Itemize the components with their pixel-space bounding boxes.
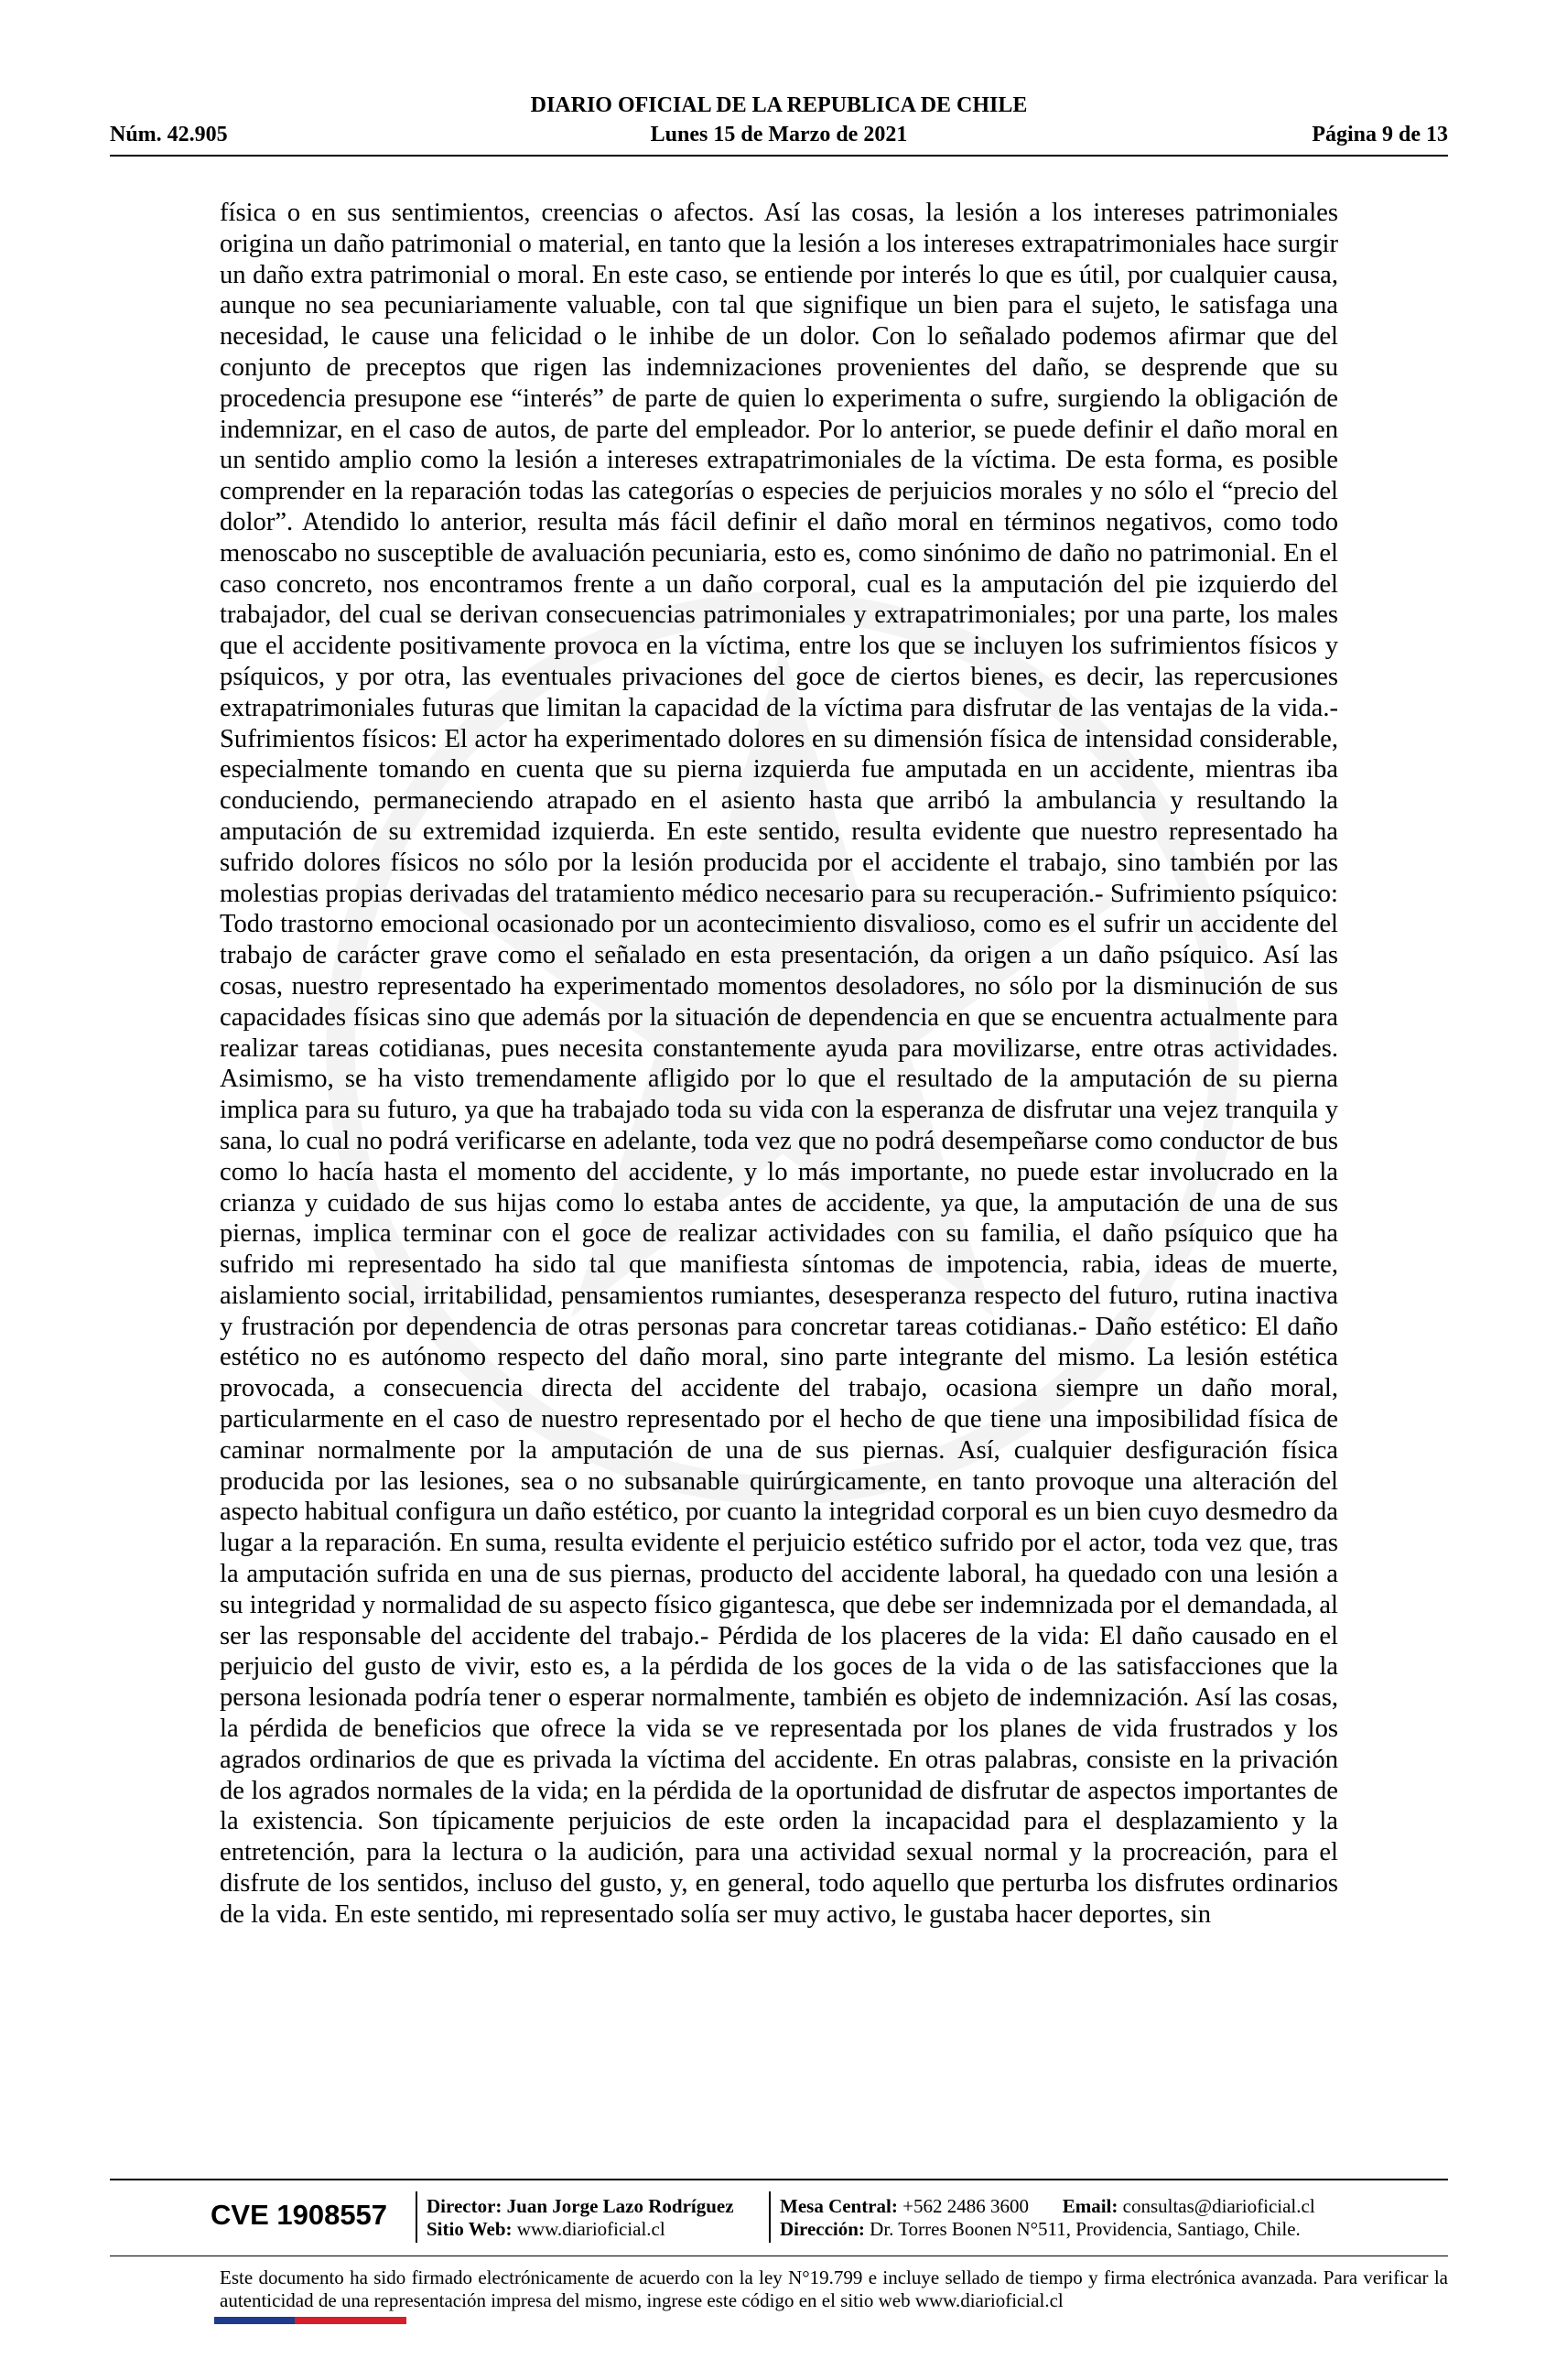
document-body <box>220 198 1338 1931</box>
website-label: Sitio Web: <box>427 2218 513 2240</box>
page-number: Página 9 de 13 <box>1312 123 1448 146</box>
footer-separator <box>769 2191 771 2243</box>
address-label: Dirección: <box>780 2218 865 2240</box>
flag-red-segment <box>295 2317 406 2324</box>
website-link[interactable]: www.diarioficial.cl <box>516 2218 665 2240</box>
header-divider <box>110 155 1448 157</box>
phone-number: +562 2486 3600 <box>902 2195 1029 2217</box>
legal-notice: Este documento ha sido firmado electrónicamente de acuerdo con la ley N°19.799 e incluye sellado de tiempo y firma electrónica avanzada. Para verificar la autenticidad de una representación impresa del mismo, ingrese este código en el sitio web www.diarioficial.cl <box>220 2266 1448 2311</box>
email-label: Email: <box>1062 2195 1118 2217</box>
email-link[interactable]: consultas@diarioficial.cl <box>1122 2195 1315 2217</box>
address-text: Dr. Torres Boonen N°511, Providencia, Santiago, Chile. <box>870 2218 1301 2240</box>
director-label: Director: <box>427 2195 502 2217</box>
director-name: Juan Jorge Lazo Rodríguez <box>506 2195 734 2217</box>
footer-divider-top <box>110 2179 1448 2180</box>
footer-separator <box>416 2191 417 2243</box>
issue-number: Núm. 42.905 <box>110 123 228 146</box>
page-footer <box>110 2179 1448 2334</box>
body-paragraph: física o en sus sentimientos, creencias o afectos. Así las cosas, la lesión a los intereses patrimoniales origina un daño patrimonial o material, en tanto que la lesión a los intereses extrapatrimoniales hace surgir un daño extra patrimonial o moral. En este caso, se entiende por interés lo que es útil, por cualquier causa, aunque no sea pecuniariamente valuable, con tal que signifique un bien para el sujeto, le satisfaga una necesidad, le cause una felicidad o le inhibe de un dolor. Con lo señalado podemos afirmar que del conjunto de preceptos que rigen las indemnizaciones provenientes del daño, se desprende que su procedencia presupone ese “interés” de parte de quien lo experimenta o sufre, surgiendo la obligación de indemnizar, en el caso de autos, de parte del empleador. Por lo anterior, se puede definir el daño moral en un sentido amplio como la lesión a intereses extrapatrimoniales de la víctima. De esta forma, es posible comprender en la reparación todas las categorías o especies de perjuicios morales y no sólo el “precio del dolor”. Atendido lo anterior, resulta más fácil definir el daño moral en términos negativos, como todo menoscabo no susceptible de avaluación pecuniaria, esto es, como sinónimo de daño no patrimonial. En el caso concreto, nos encontramos frente a un daño corporal, cual es la amputación del pie izquierdo del trabajador, del cual se derivan consecuencias patrimoniales y extrapatrimoniales; por una parte, los males que el accidente positivamente provoca en la víctima, entre los que se incluyen los sufrimientos físicos y psíquicos, y por otra, las eventuales privaciones del goce de ciertos bienes, es decir, las repercusiones extrapatrimoniales futuras que limitan la capacidad de la víctima para disfrutar de las ventajas de la vida.- Sufrimientos físicos: El actor ha experimentado dolores en su dimensión física de intensidad considerable, especialmente tomando en cuenta que su pierna izquierda fue amputada en un accidente, mientras iba conduciendo, permaneciendo atrapado en el asiento hasta que arribó la ambulancia y resultando la amputación de su extremidad izquierda. En este sentido, resulta evidente que nuestro representado ha sufrido dolores físicos no sólo por la lesión producida por el accidente el trabajo, sino también por las molestias propias derivadas del tratamiento médico necesario para su recuperación.- Sufrimiento psíquico: Todo trastorno emocional ocasionado por un acontecimiento disvalioso, como es el sufrir un accidente del trabajo de carácter grave como el señalado en esta presentación, da origen a un daño psíquico. Así las cosas, nuestro representado ha experimentado momentos desoladores, no sólo por la disminución de sus capacidades físicas sino que además por la situación de dependencia en que se encuentra actualmente para realizar tareas cotidianas, pues necesita constantemente ayuda para movilizarse, entre otras actividades. Asimismo, se ha visto tremendamente afligido por lo que el resultado de la amputación de su pierna implica para su futuro, ya que ha trabajado toda su vida con la esperanza de disfrutar una vejez tranquila y sana, lo cual no podrá verificarse en adelante, toda vez que no podrá desempeñarse como conductor de bus como lo hacía hasta el momento del accidente, y lo más importante, no puede estar involucrado en la crianza y cuidado de sus hijas como lo estaba antes de accidente, ya que, la amputación de una de sus piernas, implica terminar con el goce de realizar actividades con su familia, el daño psíquico que ha sufrido mi representado ha sido tal que manifiesta síntomas de impotencia, rabia, ideas de muerte, aislamiento social, irritabilidad, pensamientos rumiantes, desesperanza respecto del futuro, rutina inactiva y frustración por dependencia de otras personas para concretar tareas cotidianas.- Daño estético: El daño estético no es autónomo respecto del daño moral, sino parte integrante del mismo. La lesión estética provocada, a consecuencia directa del accidente del trabajo, ocasiona siempre un daño moral, particularmente en el caso de nuestro representado por el hecho de que tiene una imposibilidad física de caminar normalmente por la amputación de una de sus piernas. Así, cualquier desfiguración física producida por las lesiones, sea o no subsanable quirúrgicamente, en tanto provoque una alteración del aspecto habitual configura un daño estético, por cuanto la integridad corporal es un bien cuyo desmedro da lugar a la reparación. En suma, resulta evidente el perjuicio estético sufrido por el actor, toda vez que, tras la amputación sufrida en una de sus piernas, producto del accidente laboral, ha quedado con una lesión a su integridad y normalidad de su aspecto físico gigantesca, que debe ser indemnizada por el demandada, al ser las responsable del accidente del trabajo.- Pérdida de los placeres de la vida: El daño causado en el perjuicio del gusto de vivir, esto es, a la pérdida de los goces de la vida o de las satisfacciones que la persona lesionada podría tener o esperar normalmente, también es objeto de indemnización. Así las cosas, la pérdida de beneficios que ofrece la vida se ve representada por los planes de vida frustrados y los agrados ordinarios de que es privada la víctima del accidente. En otras palabras, consiste en la privación de los agrados normales de la vida; en la pérdida de la oportunidad de disfrutar de aspectos importantes de la existencia. Son típicamente perjuicios de este orden la incapacidad para el desplazamiento y la entretención, para la lectura o la audición, para una actividad sexual normal y la procreación, para el disfrute de los sentidos, incluso del gusto, y, en general, todo aquello que perturba los disfrutes ordinarios de la vida. En este sentido, mi representado solía ser muy activo, le gustaba hacer deportes, sin <box>220 199 1338 1929</box>
phone-label: Mesa Central: <box>780 2195 898 2217</box>
flag-stripe <box>214 2317 406 2324</box>
flag-blue-segment <box>214 2317 295 2324</box>
publication-title: DIARIO OFICIAL DE LA REPUBLICA DE CHILE <box>530 93 1028 117</box>
cve-code: CVE 1908557 <box>211 2199 388 2231</box>
footer-contact-block <box>780 2195 1315 2241</box>
footer-director-block <box>427 2195 734 2241</box>
page-header <box>110 90 1448 163</box>
issue-date: Lunes 15 de Marzo de 2021 <box>650 123 908 146</box>
